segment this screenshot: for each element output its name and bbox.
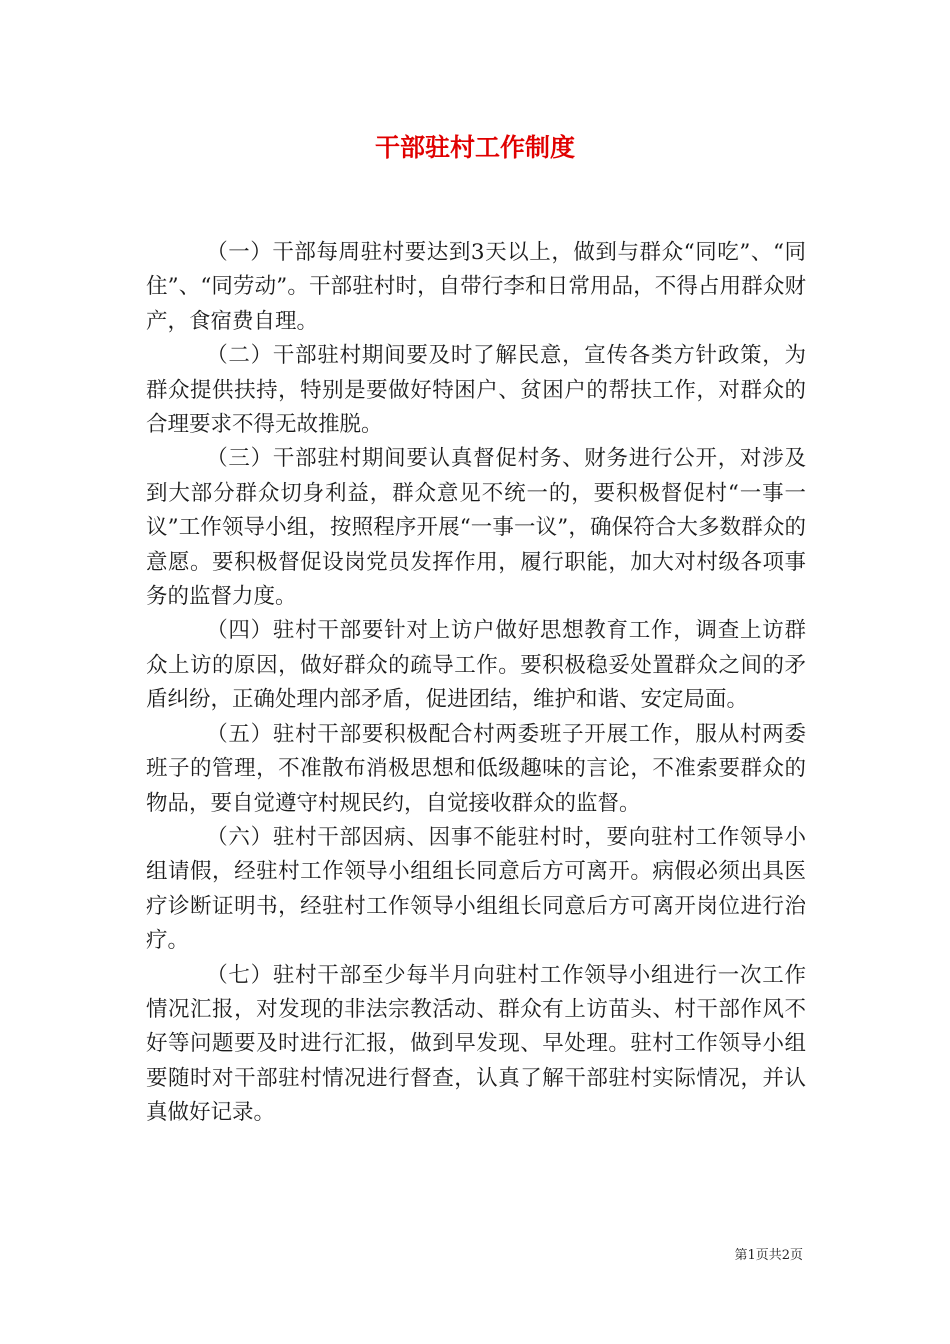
document-body — [146, 236, 806, 1131]
paragraph-6: （六）驻村干部因病、因事不能驻村时，要向驻村工作领导小组请假，经驻村工作领导小组组长同意后方可离开。病假必须出具医疗诊断证明书，经驻村工作领导小组组长同意后方可离开岗位进行治疗。 — [146, 824, 806, 954]
paragraph-4: （四）驻村干部要针对上访户做好思想教育工作，调查上访群众上访的原因，做好群众的疏导工作。要积极稳妥处置群众之间的矛盾纠纷，正确处理内部矛盾，促进团结，维护和谐、安定局面。 — [146, 618, 806, 713]
paragraph-7: （七）驻村干部至少每半月向驻村工作领导小组进行一次工作情况汇报，对发现的非法宗教活动、群众有上访苗头、村干部作风不好等问题要及时进行汇报，做到早发现、早处理。驻村工作领导小组要随时对干部驻村情况进行督查，认真了解干部驻村实际情况，并认真做好记录。 — [146, 962, 806, 1126]
paragraph-2: （二）干部驻村期间要及时了解民意，宣传各类方针政策，为群众提供扶持，特别是要做好特困户、贫困户的帮扶工作，对群众的合理要求不得无故推脱。 — [146, 343, 806, 438]
paragraph-5: （五）驻村干部要积极配合村两委班子开展工作，服从村两委班子的管理，不准散布消极思想和低级趣味的言论，不准索要群众的物品，要自觉遵守村规民约，自觉接收群众的监督。 — [146, 721, 806, 816]
document-title: 干部驻村工作制度 — [374, 133, 575, 162]
paragraph-3: （三）干部驻村期间要认真督促村务、财务进行公开，对涉及到大部分群众切身利益，群众意见不统一的，要积极督促村“一事一议”工作领导小组，按照程序开展“一事一议”，确保符合大多数群众的意愿。要积极督促设岗党员发挥作用，履行职能，加大对村级各项事务的监督力度。 — [146, 446, 806, 610]
paragraph-1: （一）干部每周驻村要达到3天以上，做到与群众“同吃”、“同住”、“同劳动”。干部驻村时，自带行李和日常用品，不得占用群众财产，食宿费自理。 — [146, 240, 806, 334]
page-number: 第1页共2页 — [734, 1248, 803, 1263]
